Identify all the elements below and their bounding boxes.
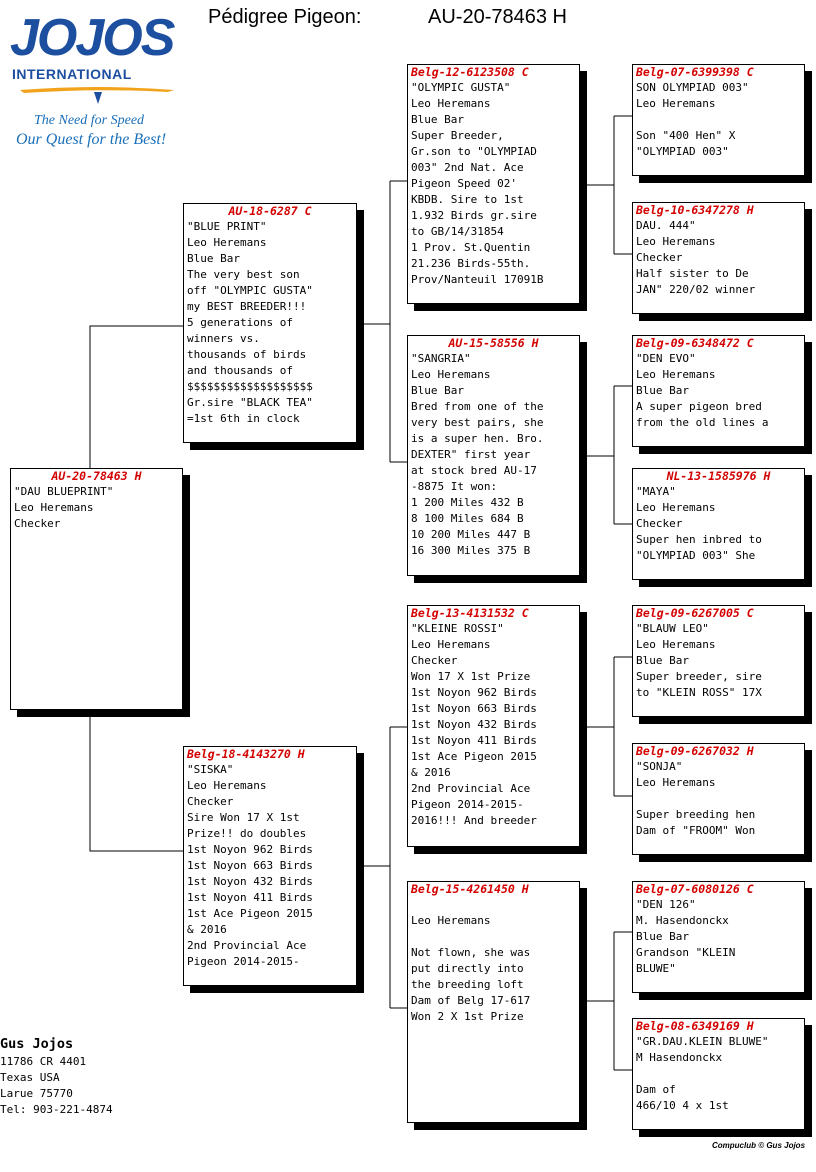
ring-number: Belg-15-4261450 H	[411, 882, 529, 896]
pigeon-details: Leo Heremans Not flown, she was put directly into the breeding loft Dam of Belg 17-617 Won 2 X 1st Prize	[411, 914, 531, 1023]
pigeon-card-dam-dam	[407, 881, 580, 1123]
pigeon-card-sire	[183, 203, 357, 443]
ring-number: Belg-12-6123508 C	[411, 65, 529, 79]
page-title-label: Pédigree Pigeon:	[208, 6, 362, 28]
owner-phone: Tel: 903-221-4874	[0, 1103, 113, 1116]
pigeon-details: DAU. 444" Leo Heremans Checker Half sister to De JAN" 220/02 winner	[636, 219, 756, 296]
pigeon-card-sdd	[632, 468, 805, 580]
pigeon-details: "DEN EVO" Leo Heremans Blue Bar A super pigeon bred from the old lines a	[636, 352, 769, 429]
logo-brand: JOJOS	[10, 9, 174, 67]
ring-number: Belg-13-4131532 C	[411, 606, 529, 620]
pigeon-card-sds	[632, 335, 805, 447]
ring-number: Belg-09-6267005 C	[636, 606, 754, 620]
ring-number: Belg-07-6399398 C	[636, 65, 754, 79]
ring-number: Belg-09-6267032 H	[636, 744, 754, 758]
footer-credit: Compuclub © Gus Jojos	[712, 1141, 806, 1150]
pigeon-card-ddd	[632, 1018, 805, 1130]
pigeon-card-dam-sire	[407, 605, 580, 847]
ring-number: Belg-08-6349169 H	[636, 1019, 754, 1033]
ring-number: AU-20-78463 H	[51, 469, 142, 483]
ring-number: Belg-07-6080126 C	[636, 882, 754, 896]
owner-address-3: Larue 75770	[0, 1087, 73, 1100]
ring-number: AU-15-58556 H	[448, 336, 539, 350]
pigeon-card-dam	[183, 746, 357, 986]
owner-address-2: Texas USA	[0, 1071, 60, 1084]
ring-number: Belg-18-4143270 H	[187, 747, 305, 761]
pigeon-card-sire-sire	[407, 64, 580, 304]
ring-number: Belg-09-6348472 C	[636, 336, 754, 350]
owner-name: Gus Jojos	[0, 1036, 74, 1052]
pigeon-card-sss	[632, 64, 805, 176]
pigeon-card-sire-dam	[407, 335, 580, 576]
pigeon-details: "SANGRIA" Leo Heremans Blue Bar Bred from one of the very best pairs, she is a super hen. Bro. DEXTER" first year at stock bred AU-17 -8875 It won: 1 200 Miles 432 B 8 100 Miles 684 B 10 200 Miles 447 B 16 300 Miles 375 B	[411, 352, 544, 557]
page-title-ring: AU-20-78463 H	[428, 6, 567, 28]
pigeon-card-dsd	[632, 743, 805, 855]
pigeon-details: "BLUE PRINT" Leo Heremans Blue Bar The very best son off "OLYMPIC GUSTA" my BEST BREEDER!!! 5 generations of winners vs. thousands of birds and thousands of $$$$$$$$$$$$$$$$$$$ Gr.sire "BLACK TEA" =1st 6th in clock	[187, 220, 313, 425]
logo-tagline-2: Our Quest for the Best!	[16, 131, 167, 148]
pigeon-card-dds	[632, 881, 805, 993]
ring-number: NL-13-1585976 H	[666, 469, 771, 483]
pigeon-details: "DAU BLUEPRINT" Leo Heremans Checker	[14, 485, 114, 530]
owner-address-1: 11786 CR 4401	[0, 1055, 87, 1068]
pigeon-details: "SONJA" Leo Heremans Super breeding hen Dam of "FROOM" Won	[636, 760, 756, 837]
ring-number: AU-18-6287 C	[228, 204, 312, 218]
pigeon-card-ssd	[632, 202, 805, 314]
owner-info	[0, 1034, 113, 1118]
logo-subtitle: INTERNATIONAL	[12, 66, 132, 82]
pigeon-details: SON OLYMPIAD 003" Leo Heremans Son "400 Hen" X "OLYMPIAD 003"	[636, 81, 749, 158]
pigeon-details: "BLAUW LEO" Leo Heremans Blue Bar Super breeder, sire to "KLEIN ROSS" 17X	[636, 622, 762, 699]
pigeon-details: "MAYA" Leo Heremans Checker Super hen inbred to "OLYMPIAD 003" She	[636, 485, 762, 562]
logo-tagline-1: The Need for Speed	[34, 113, 145, 128]
pigeon-details: "GR.DAU.KLEIN BLUWE" M Hasendonckx Dam of 466/10 4 x 1st	[636, 1035, 769, 1112]
pigeon-details: "KLEINE ROSSI" Leo Heremans Checker Won 17 X 1st Prize 1st Noyon 962 Birds 1st Noyon 663 Birds 1st Noyon 432 Birds 1st Noyon 411 Birds 1st Ace Pigeon 2015 & 2016 2nd Provincial Ace Pigeon 2014-2015- 2016!!! And breeder	[411, 622, 537, 827]
pigeon-details: "DEN 126" M. Hasendonckx Blue Bar Grandson "KLEIN BLUWE"	[636, 898, 736, 975]
pigeon-details: "SISKA" Leo Heremans Checker Sire Won 17 X 1st Prize!! do doubles 1st Noyon 962 Birds 1st Noyon 663 Birds 1st Noyon 432 Birds 1st Noyon 411 Birds 1st Ace Pigeon 2015 & 2016 2nd Provincial Ace Pigeon 2014-2015-	[187, 763, 313, 968]
pigeon-card-subject	[10, 468, 183, 710]
pigeon-details: "OLYMPIC GUSTA" Leo Heremans Blue Bar Super Breeder, Gr.son to "OLYMPIAD 003" 2nd Nat. Ace Pigeon Speed 02' KBDB. Sire to 1st 1.932 Birds gr.sire to GB/14/31854 1 Prov. St.Quentin 21.236 Birds-55th. Prov/Nanteuil 17091B	[411, 81, 544, 286]
ring-number: Belg-10-6347278 H	[636, 203, 754, 217]
pigeon-card-dss	[632, 605, 805, 717]
